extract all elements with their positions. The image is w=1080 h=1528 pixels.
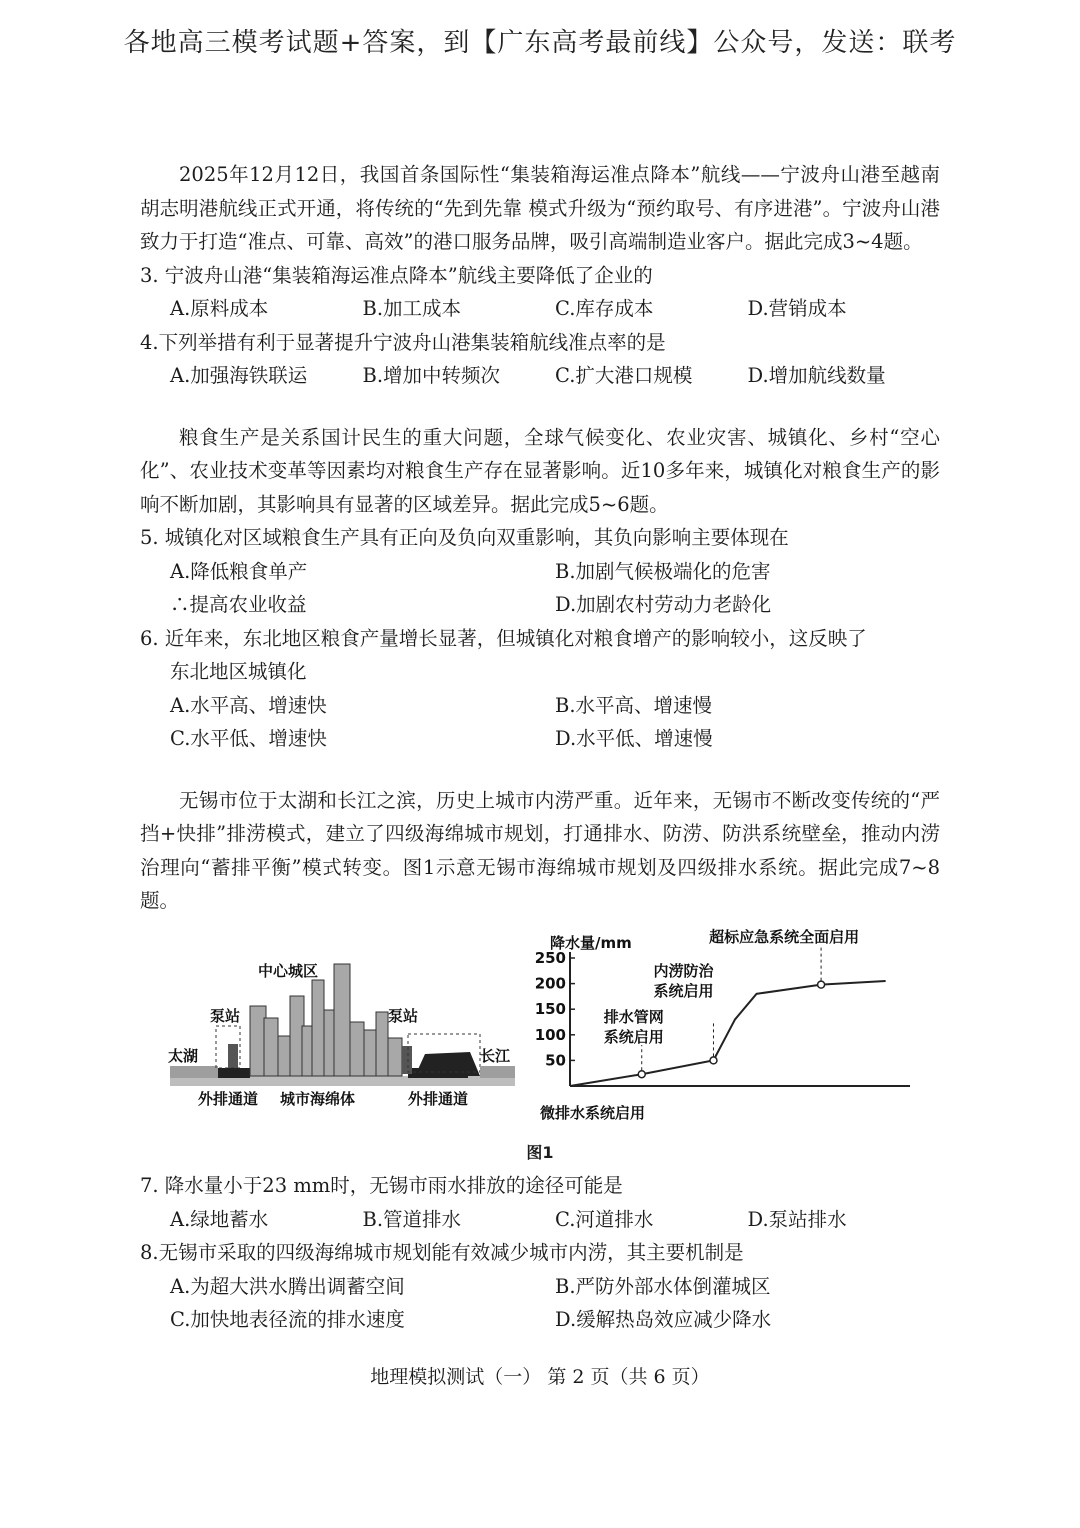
y-tick-label-250: 250	[534, 948, 566, 967]
label-taihu: 太湖	[168, 1046, 199, 1065]
q7-option-c: C.河道排水	[555, 1207, 654, 1231]
y-tick-label-50: 50	[545, 1050, 566, 1069]
question-5-stem: 5. 城镇化对区域粮食生产具有正向及负向双重影响，其负向影响主要体现在	[140, 526, 789, 549]
annotation-emergency: 超标应急系统全面启用	[709, 927, 860, 946]
label-pump-left: 泵站	[210, 1006, 241, 1025]
q5-option-b: B.加剧气候极端化的危害	[555, 559, 771, 583]
q8-option-a: A.为超大洪水腾出调蓄空间	[170, 1274, 405, 1298]
question-3-options	[140, 292, 940, 326]
q5-option-d: D.加剧农村劳动力老龄化	[555, 593, 772, 616]
label-outlet-right: 外排通道	[408, 1089, 469, 1108]
label-center: 中心城区	[258, 961, 319, 980]
page-footer: 地理模拟测试（一） 第 2 页（共 6 页）	[370, 1366, 710, 1388]
q4-option-c: C.扩大港口规模	[555, 364, 693, 387]
question-7-stem: 7. 降水量小于23 mm时，无锡市雨水排放的途径可能是	[140, 1174, 623, 1197]
question-6-options	[140, 689, 940, 756]
embankment	[415, 1052, 480, 1076]
question-4-stem: 4.下列举措有利于显著提升宁波舟山港集装箱航线准点率的是	[140, 330, 666, 354]
passage-ningbo: 2025年12月12日，我国首条国际性“集装箱海运准点降本”航线——宁波舟山港至越南胡志明港航线正式开通，将传统的“先到先靠 模式升级为“预约取号、有序进港”。宁波舟山港致力于打造“准点、可靠、高效”的港口服务品牌，吸引高端制造业客户。据此完成3~4题。	[140, 163, 940, 253]
q3-option-a: A.原料成本	[170, 297, 269, 320]
q3-option-b: B.加工成本	[362, 297, 462, 320]
y-tick-label-150: 150	[534, 999, 566, 1018]
data-point-0	[638, 1070, 645, 1077]
q3-option-c: C.库存成本	[555, 297, 654, 320]
y-tick-label-200: 200	[534, 974, 566, 993]
q4-option-b: B.增加中转频次	[362, 364, 501, 387]
q4-option-a: A.加强海铁联运	[170, 364, 308, 387]
data-point-1	[710, 1056, 717, 1063]
y-axis-label: 降水量/mm	[550, 933, 632, 952]
question-6-stem-cont: 东北地区城镇化	[170, 660, 307, 683]
annotation-micro: 微排水系统启用	[540, 1103, 646, 1122]
outlet-channel-left	[218, 1068, 250, 1078]
q8-option-d: D.缓解热岛效应减少降水	[555, 1308, 772, 1331]
q3-option-d: D.营销成本	[747, 297, 847, 320]
label-outlet-left: 外排通道	[198, 1089, 259, 1108]
q8-option-c: C.加快地表径流的排水速度	[170, 1308, 405, 1331]
city-skyline	[250, 961, 402, 1076]
question-3-stem: 3. 宁波舟山港“集装箱海运准点降本”航线主要降低了企业的	[140, 263, 653, 287]
label-pump-right: 泵站	[388, 1006, 419, 1025]
q4-option-d: D.增加航线数量	[747, 364, 886, 387]
question-7-options	[140, 1203, 940, 1237]
label-sponge: 城市海绵体	[280, 1089, 356, 1108]
pump-station-right-shape	[402, 1046, 412, 1074]
question-6-stem: 6. 近年来，东北地区粮食产量增长显著，但城镇化对粮食增产的影响较小，这反映了	[140, 626, 867, 650]
q6-option-b: B.水平高、增速慢	[555, 693, 713, 717]
q6-option-a: A.水平高、增速快	[170, 693, 327, 717]
q5-option-a: A.降低粮食单产	[170, 559, 308, 583]
q7-option-a: A.绿地蓄水	[170, 1207, 269, 1231]
sponge-city-diagram	[140, 926, 530, 1136]
exam-page	[140, 158, 940, 1337]
question-8-options	[140, 1270, 940, 1337]
figure-1	[140, 926, 940, 1136]
passage-grain: 粮食生产是关系国计民生的重大问题，全球气候变化、农业灾害、城镇化、乡村“空心化”、农业技术变革等因素均对粮食生产存在显著影响。近10多年来，城镇化对粮食生产的影响不断加剧，其影响具有显著的区域差异。据此完成5~6题。	[140, 425, 940, 516]
q6-option-d: D.水平低、增速慢	[555, 727, 713, 750]
q7-option-d: D.泵站排水	[747, 1207, 847, 1231]
promo-banner: 各地高三模考试题+答案，到【广东高考最前线】公众号，发送：联考	[123, 28, 957, 58]
taihu-water	[170, 1066, 218, 1078]
q6-option-c: C.水平低、增速快	[170, 727, 327, 750]
question-4-options	[140, 359, 940, 393]
passage-wuxi: 无锡市位于太湖和长江之滨，历史上城市内涝严重。近年来，无锡市不断改变传统的“严挡+快排”排涝模式，建立了四级海绵城市规划，打通排水、防涝、防洪系统壁垒，推动内涝治理向“蓄排平衡”模式转变。图1示意无锡市海绵城市规划及四级排水系统。据此完成7~8题。	[140, 788, 940, 912]
y-tick-label-100: 100	[534, 1025, 566, 1044]
rainfall-chart	[534, 926, 940, 1136]
annotation-pipe-1: 排水管网	[603, 1007, 664, 1026]
question-5-options	[140, 555, 940, 622]
label-yangtze: 长江	[480, 1046, 511, 1065]
q8-option-b: B.严防外部水体倒灌城区	[555, 1274, 771, 1298]
q7-option-b: B.管道排水	[362, 1207, 462, 1231]
yangtze-water	[480, 1066, 515, 1078]
annotation-flood-2: 系统启用	[653, 981, 714, 1000]
annotation-pipe-2: 系统启用	[603, 1027, 664, 1046]
data-point-2	[818, 981, 825, 988]
annotation-flood-1: 内涝防治	[653, 961, 714, 980]
q5-option-c: ∴提高农业收益	[170, 593, 307, 616]
question-8-stem: 8.无锡市采取的四级海绵城市规划能有效减少城市内涝，其主要机制是	[140, 1241, 744, 1264]
figure-caption: 图1	[526, 1142, 554, 1162]
